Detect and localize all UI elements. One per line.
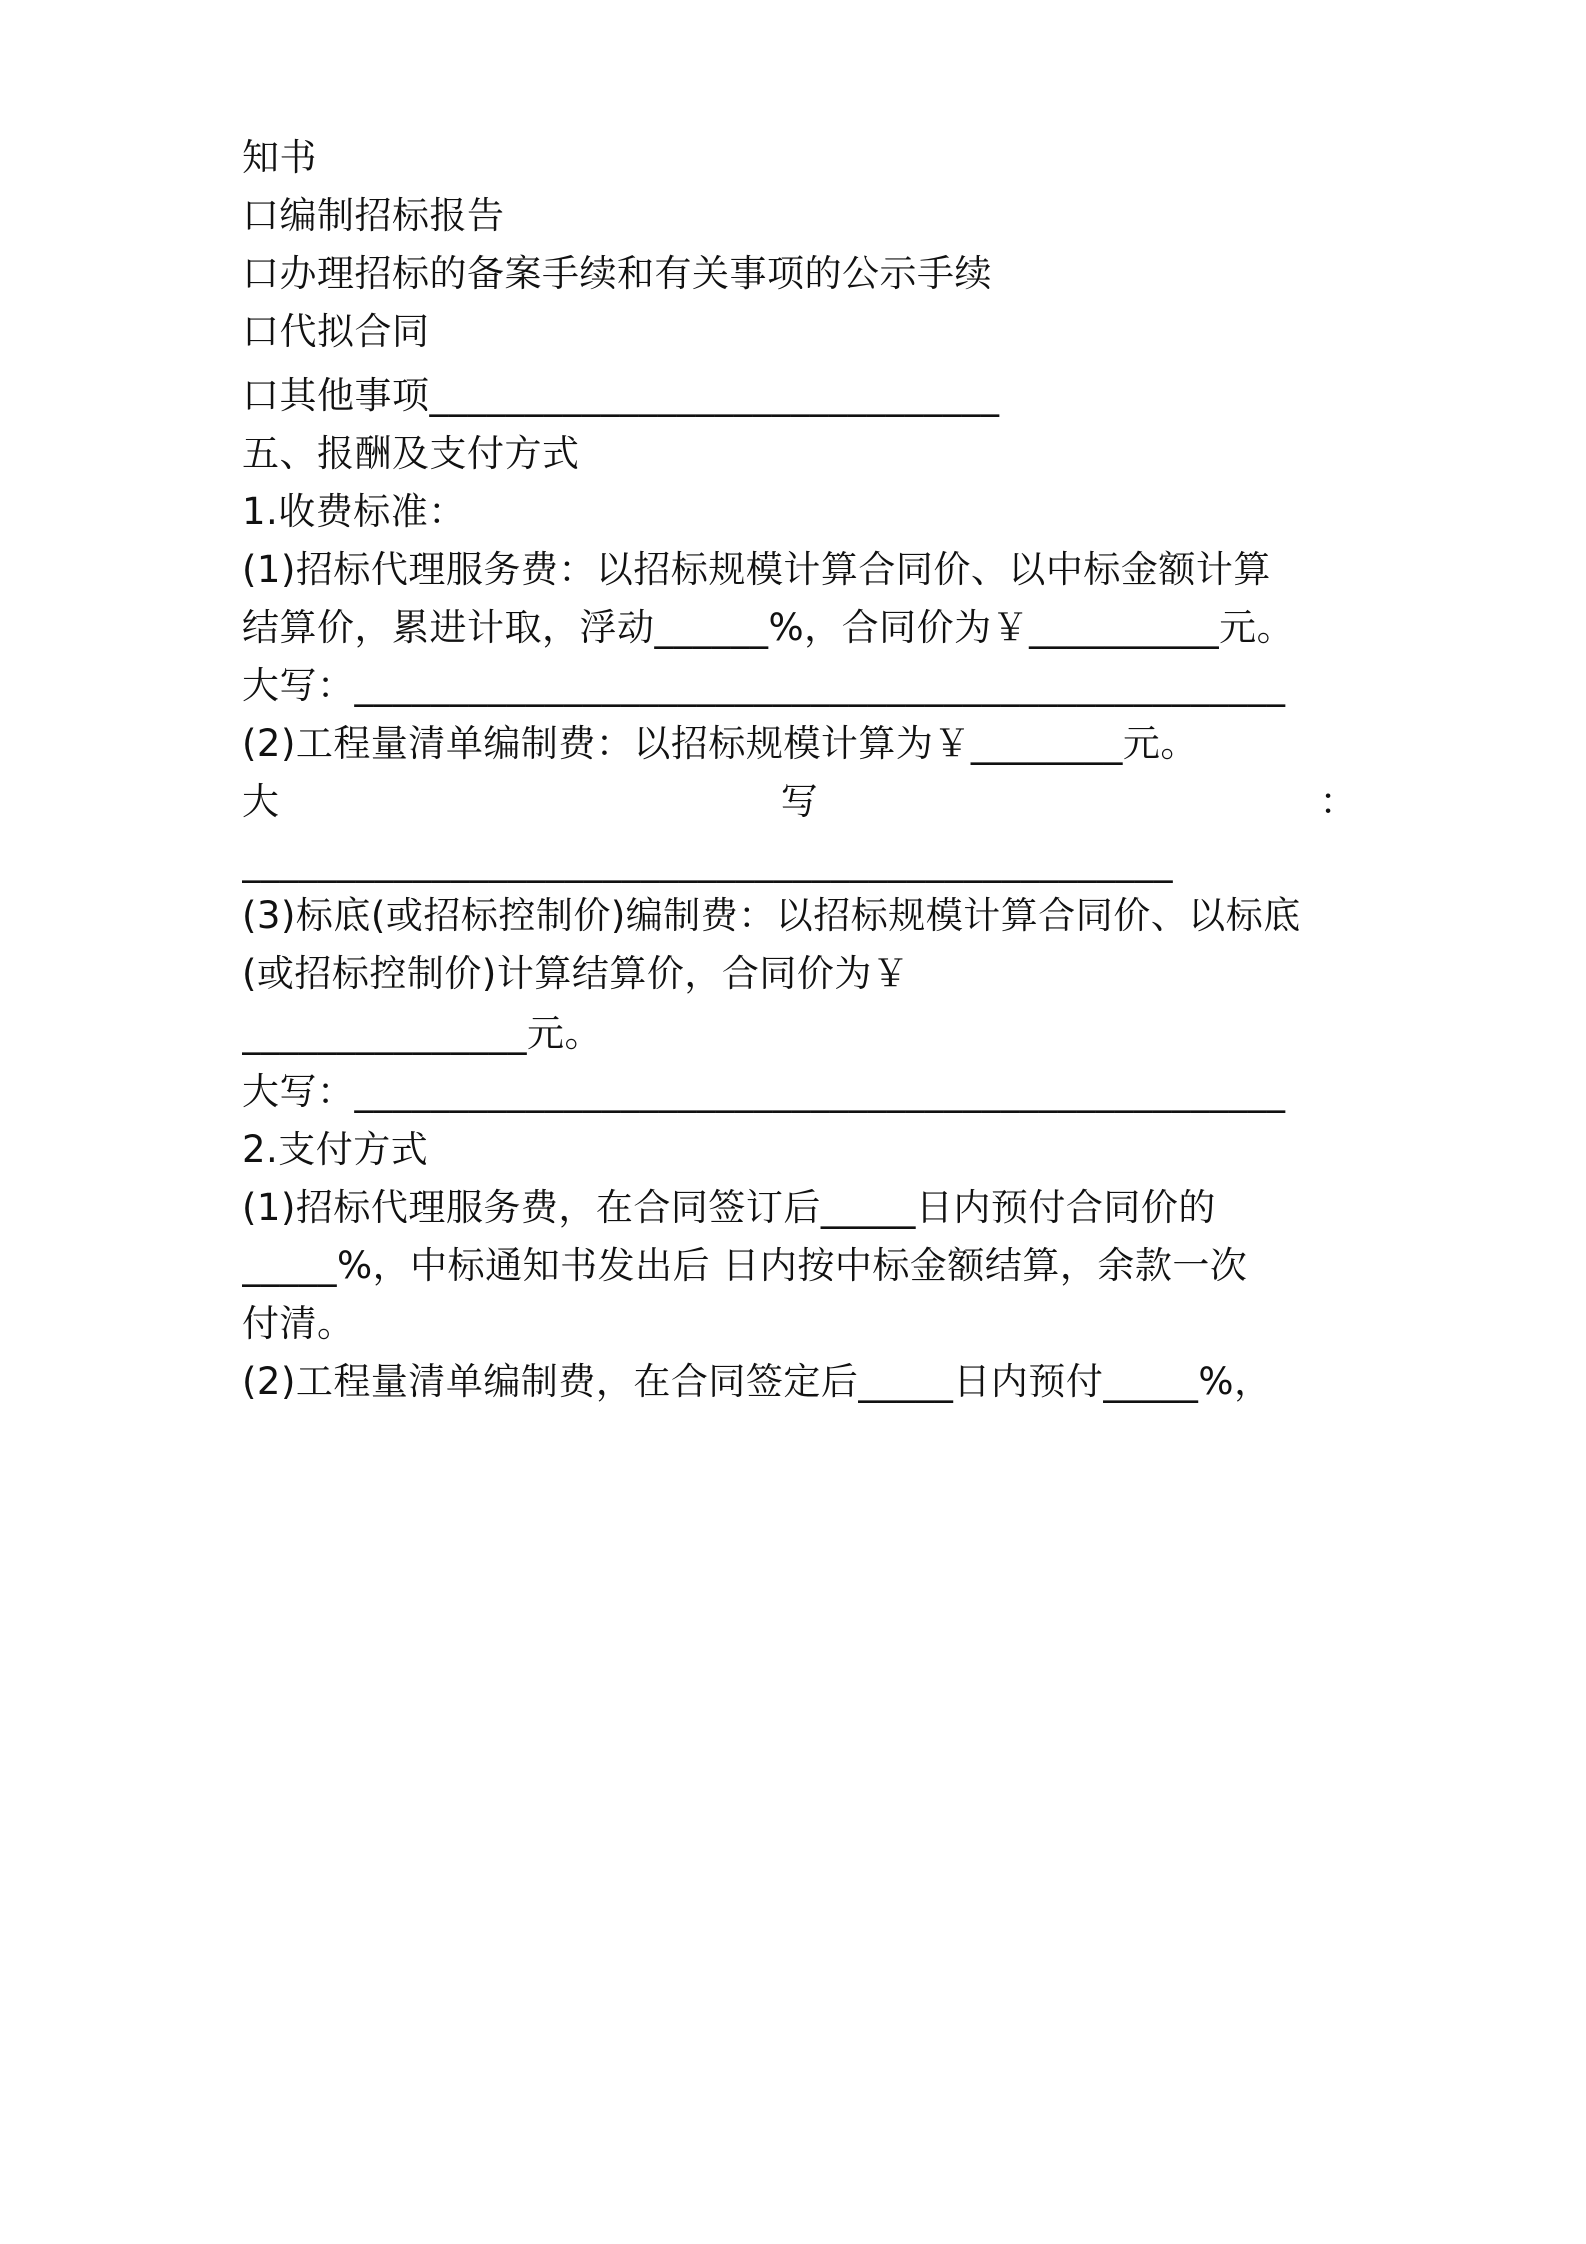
paragraph-line: (1)招标代理服务费，在合同签订后_____日内预付合同价的 [242,1186,1216,1229]
checkbox-item-contract: 口代拟合同 [242,310,430,353]
amount-in-words-line: 大写：_________________________________________________ [242,664,1286,707]
checkbox-item-filing: 口办理招标的备案手续和有关事项的公示手续 [242,252,992,295]
paragraph-line: (或招标控制价)计算结算价，合同价为￥ [242,952,910,995]
checkbox-item-other: 口其他事项______________________________ [242,374,1000,417]
paragraph-line: (3)标底(或招标控制价)编制费：以招标规模计算合同价、以标底 [242,894,1301,937]
text-line-continuation: 知书 [242,136,317,179]
subsection-heading: 1.收费标准： [242,490,466,533]
spread-char: ： [1319,780,1357,823]
paragraph-line: 付清。 [242,1302,355,1345]
paragraph-line: 结算价，累进计取，浮动______%，合同价为￥__________元。 [242,606,1295,649]
section-heading: 五、报酬及支付方式 [242,432,580,475]
subsection-heading: 2.支付方式 [242,1128,429,1171]
paragraph-line: _____%，中标通知书发出后 日内按中标金额结算，余款一次 [242,1244,1248,1287]
amount-in-words-line: 大写：_________________________________________________ [242,1070,1286,1113]
spread-char: 写 [780,780,819,823]
amount-in-words-spread-line [242,772,1357,832]
paragraph-line: _______________元。 [242,1012,602,1055]
paragraph-line: (1)招标代理服务费：以招标规模计算合同价、以中标金额计算 [242,548,1271,591]
checkbox-item-report: 口编制招标报告 [242,194,505,237]
spread-char: 大 [242,780,280,823]
blank-fill-line: _________________________________________________ [242,840,1173,883]
paragraph-line: (2)工程量清单编制费，在合同签定后_____日内预付_____%， [242,1360,1272,1403]
paragraph-line: (2)工程量清单编制费：以招标规模计算为￥________元。 [242,722,1198,765]
